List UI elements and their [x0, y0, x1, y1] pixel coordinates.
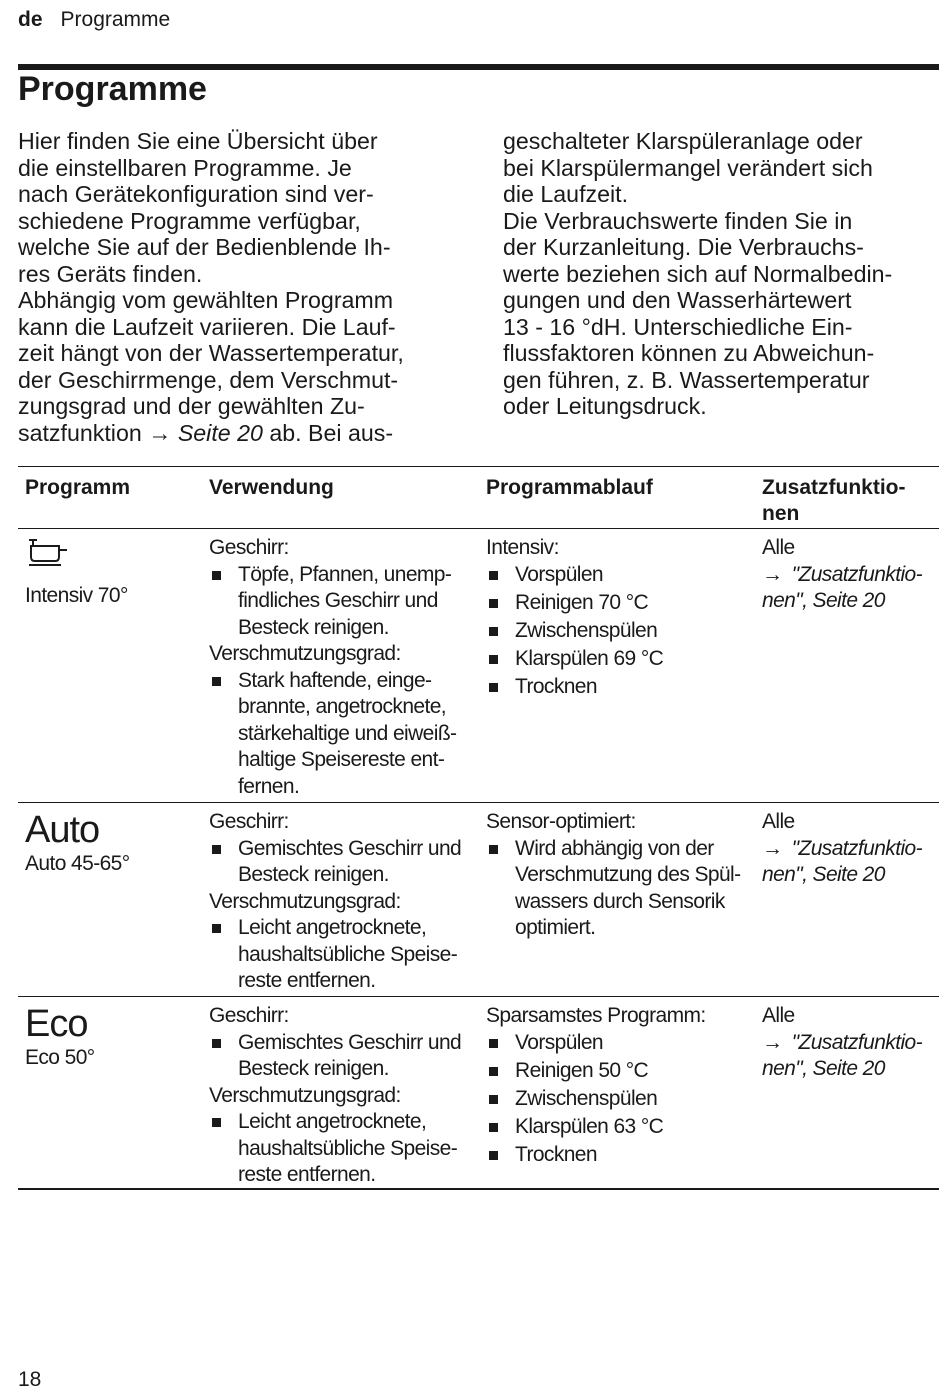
text-line: der Geschirrmenge, dem Verschmut-: [18, 366, 399, 393]
table-header-row: [18, 467, 939, 528]
usage-label: Geschirr:: [209, 810, 289, 833]
arrow-icon: →: [762, 1030, 783, 1054]
text-line: schiedene Programme verfügbar,: [18, 207, 361, 234]
list-item: Klarspülen 69 °C: [486, 646, 755, 673]
text-line: Die Verbrauchswerte finden Sie in: [503, 207, 853, 234]
program-symbol: Auto: [25, 809, 100, 851]
bullet-list: [209, 915, 479, 995]
text-line: flussfaktoren können zu Abweichun-: [503, 340, 875, 366]
program-cell: [18, 997, 202, 1188]
functions-value: Alle: [762, 810, 795, 833]
program-name: Intensiv 70°: [25, 583, 128, 607]
list-item: Zwischenspülen: [486, 618, 755, 645]
program-cell: [18, 803, 202, 996]
text-line: res Geräts finden.: [18, 260, 203, 287]
intro-paragraph-3: [503, 128, 943, 208]
usage-cell: [202, 529, 479, 802]
usage-cell: [202, 803, 479, 996]
list-item: Töpfe, Pfannen, unemp- findliches Geschirr und Besteck reinigen.: [209, 562, 479, 642]
intro-paragraph-4: [503, 208, 943, 420]
functions-value: Alle: [762, 536, 795, 559]
functions-cell: [755, 529, 939, 802]
bullet-list: [209, 562, 479, 642]
running-header: [18, 8, 170, 32]
program-name: Auto 45-65°: [25, 852, 130, 875]
usage-label: Verschmutzungsgrad:: [209, 642, 401, 665]
usage-label: Verschmutzungsgrad:: [209, 1083, 401, 1107]
language-code: de: [18, 8, 43, 31]
functions-value: Alle: [762, 1004, 795, 1027]
bullet-list: [209, 1030, 479, 1083]
list-item: Reinigen 70 °C: [486, 590, 755, 617]
programs-table: [18, 466, 939, 1190]
flow-label: Sensor-optimiert:: [486, 810, 636, 833]
text-line: geschalteter Klarspüleranlage oder: [503, 128, 863, 154]
text-line: oder Leitungsdruck.: [503, 393, 707, 419]
list-item: Zwischenspülen: [486, 1086, 755, 1113]
table-row: [18, 803, 939, 996]
program-cell: [18, 529, 202, 802]
page-number: 18: [18, 1368, 42, 1391]
text-line: werte beziehen sich auf Normalbedin-: [503, 260, 893, 287]
header-text-line: Zusatzfunktio-: [762, 476, 906, 499]
program-symbol: Eco: [25, 1003, 88, 1045]
page-title: Programme: [18, 70, 207, 108]
text-line: Hier finden Sie eine Übersicht über: [18, 128, 378, 154]
usage-cell: [202, 997, 479, 1188]
arrow-icon: →: [762, 836, 783, 860]
bullet-list: [486, 836, 755, 942]
intro-column-right: [503, 128, 943, 420]
bullet-list: [209, 1109, 479, 1189]
flow-cell: [479, 997, 755, 1188]
text-line: die einstellbaren Programme. Je: [18, 154, 352, 181]
text-line: kann die Laufzeit variieren. Die Lauf-: [18, 313, 396, 340]
list-item: Klarspülen 63 °C: [486, 1114, 755, 1141]
page-reference-link[interactable]: Seite 20: [171, 419, 263, 446]
functions-reference-link[interactable]: → "Zusatzfunktio- nen", Seite 20: [762, 562, 922, 612]
column-header-programm: Programm: [25, 476, 131, 499]
text-line: nach Gerätekonfiguration sind ver-: [18, 181, 374, 207]
functions-cell: [755, 997, 939, 1188]
text-line: der Kurzanleitung. Die Verbrauchs-: [503, 234, 864, 260]
usage-label: Verschmutzungsgrad:: [209, 889, 401, 913]
list-item: Leicht angetrocknete, haushaltsübliche Speise- reste entfernen.: [209, 1109, 479, 1189]
bullet-list: [486, 562, 755, 701]
flow-cell: [479, 803, 755, 996]
list-item: Wird abhängig von der Verschmutzung des Spül- wassers durch Sensorik optimiert.: [486, 836, 755, 942]
text-line: zungsgrad und der gewählten Zu-: [18, 393, 365, 419]
list-item: Gemischtes Geschirr und Besteck reinigen.: [209, 1030, 479, 1083]
bullet-list: [209, 836, 479, 889]
list-item: Vorspülen: [486, 562, 755, 589]
bullet-list: [209, 668, 479, 801]
table-row: [18, 529, 939, 802]
text-line: zeit hängt von der Wassertemperatur,: [18, 340, 404, 366]
arrow-icon: →: [148, 419, 172, 446]
text-line: 13 - 16 °dH. Unterschiedliche Ein-: [503, 313, 853, 340]
flow-cell: [479, 529, 755, 802]
list-item: Gemischtes Geschirr und Besteck reinigen.: [209, 836, 479, 889]
list-item: Leicht angetrocknete, haushaltsübliche Speise- reste entfernen.: [209, 915, 479, 995]
text-line: gungen und den Wasserhärtewert: [503, 287, 852, 313]
list-item: Trocknen: [486, 1142, 755, 1169]
text-line: Abhängig vom gewählten Programm: [18, 287, 394, 313]
functions-cell: [755, 803, 939, 996]
intro-paragraph-2: [18, 287, 458, 446]
text-line: bei Klarspülermangel verändert sich: [503, 154, 873, 181]
program-name: Eco 50°: [25, 1046, 95, 1069]
intro-column-left: [18, 128, 458, 446]
flow-label: Intensiv:: [486, 536, 559, 559]
text-line: gen führen, z. B. Wassertemperatur: [503, 366, 870, 393]
column-header-programmablauf: Programmablauf: [486, 476, 653, 499]
header-text-line: nen: [762, 502, 800, 525]
arrow-icon: →: [762, 562, 783, 586]
usage-label: Geschirr:: [209, 536, 289, 559]
functions-reference-link[interactable]: → "Zusatzfunktio- nen", Seite 20: [762, 1030, 922, 1080]
list-item: Stark haftende, einge- brannte, angetrocknete, stärkehaltige und eiweiß- haltige Speisereste ent- fernen.: [209, 668, 479, 801]
text-line: ab. Bei aus-: [262, 419, 394, 446]
text-line: satzfunktion: [18, 419, 149, 446]
section-name: Programme: [60, 8, 171, 31]
usage-label: Geschirr:: [209, 1004, 289, 1027]
text-line: die Laufzeit.: [503, 181, 629, 207]
column-header-zusatzfunktionen: [755, 467, 939, 528]
column-header-verwendung: Verwendung: [209, 476, 334, 499]
list-item: Trocknen: [486, 674, 755, 701]
pot-icon: [25, 537, 202, 575]
flow-label: Sparsamstes Programm:: [486, 1004, 706, 1027]
list-item: Reinigen 50 °C: [486, 1058, 755, 1085]
bullet-list: [486, 1030, 755, 1169]
functions-reference-link[interactable]: → "Zusatzfunktio- nen", Seite 20: [762, 836, 922, 886]
text-line: welche Sie auf der Bedienblende Ih-: [18, 234, 391, 260]
intro-paragraph-1: [18, 128, 458, 287]
table-row: [18, 997, 939, 1188]
list-item: Vorspülen: [486, 1030, 755, 1057]
